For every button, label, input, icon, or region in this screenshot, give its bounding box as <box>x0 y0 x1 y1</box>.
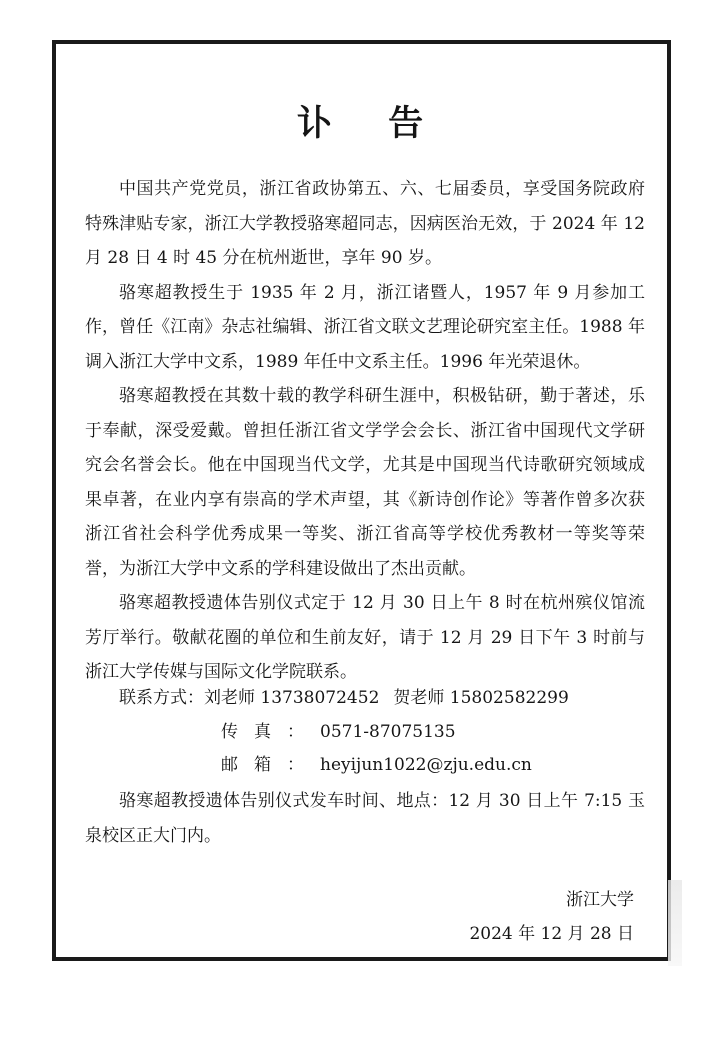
paragraph-ceremony: 骆寒超教授遗体告别仪式定于 12 月 30 日上午 8 时在杭州殡仪馆流芳厅举行。敬献花圈的单位和生前友好，请于 12 月 29 日下午 3 时前与浙江大学传媒与国际文化学院联系。 <box>85 593 645 682</box>
notice-title: 讣 告 <box>296 103 446 144</box>
email-label: 邮箱： <box>221 755 320 775</box>
email-line <box>221 748 532 782</box>
watermark-fragment <box>668 880 682 966</box>
contact-person-liu: 刘老师 13738072452 <box>204 688 380 708</box>
notice-body <box>85 172 645 690</box>
contact-person-he: 贺老师 15802582299 <box>393 688 569 708</box>
contact-label: 联系方式： <box>119 688 204 708</box>
paragraph-intro: 中国共产党党员，浙江省政协第五、六、七届委员，享受国务院政府特殊津贴专家，浙江大学教授骆寒超同志，因病医治无效，于 2024 年 12 月 28 日 4 时 45 分在杭州逝世，享年 90 岁。 <box>85 179 645 268</box>
departure-info: 骆寒超教授遗体告别仪式发车时间、地点：12 月 30 日上午 7:15 玉泉校区正大门内。 <box>85 791 645 846</box>
paragraph-achievements: 骆寒超教授在其数十载的教学科研生涯中，积极钻研，勤于著述，乐于奉献，深受爱戴。曾担任浙江省文学学会会长、浙江省中国现代文学研究会名誉会长。他在中国现当代文学，尤其是中国现当代诗歌研究领域成果卓著，在业内享有崇高的学术声望，其《新诗创作论》等著作曾多次获浙江省社会科学优秀成果一等奖、浙江省高等学校优秀教材一等奖等荣誉，为浙江大学中文系的学科建设做出了杰出贡献。 <box>85 386 645 579</box>
email-address: heyijun1022@zju.edu.cn <box>320 755 532 775</box>
contact-line <box>119 681 569 715</box>
fax-line <box>221 715 456 749</box>
signature-org: 浙江大学 <box>566 890 634 910</box>
fax-number: 0571-87075135 <box>320 722 456 742</box>
paragraph-biography: 骆寒超教授生于 1935 年 2 月，浙江诸暨人，1957 年 9 月参加工作，曾任《江南》杂志社编辑、浙江省文联文艺理论研究室主任。1988 年调入浙江大学中文系，1989 年任中文系主任。1996 年光荣退休。 <box>85 282 645 372</box>
fax-label: 传真： <box>221 722 320 742</box>
signature-date: 2024 年 12 月 28 日 <box>469 924 634 944</box>
